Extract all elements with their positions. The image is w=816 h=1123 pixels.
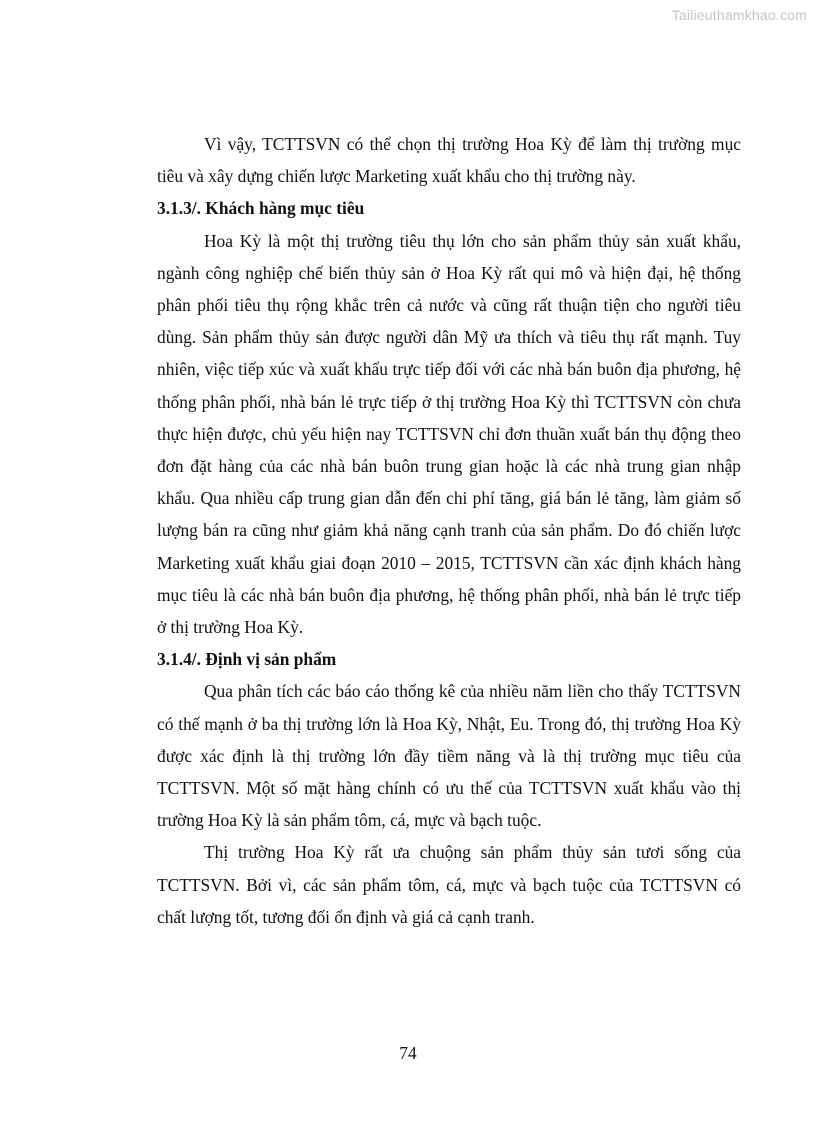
page-number: 74 bbox=[399, 1043, 417, 1063]
paragraph-positioning-preference: Thị trường Hoa Kỳ rất ưa chuộng sản phẩm thủy sản tươi sống của TCTTSVN. Bởi vì, các sản phẩm tôm, cá, mực và bạch tuộc của TCTTSVN có chất lượng tốt, tương đối ổn định và giá cả cạnh tranh. bbox=[157, 842, 741, 927]
watermark-text: Tailieuthamkhao.com bbox=[671, 7, 807, 23]
section-heading-product-positioning: 3.1.4/. Định vị sản phẩm bbox=[157, 649, 337, 670]
paragraph-intro: Vì vậy, TCTTSVN có thể chọn thị trường Hoa Kỳ để làm thị trường mục tiêu và xây dựng chiến lược Marketing xuất khẩu cho thị trường này. bbox=[157, 134, 741, 187]
document-body bbox=[157, 128, 741, 933]
paragraph-positioning-analysis: Qua phân tích các báo cáo thống kê của nhiều năm liền cho thấy TCTTSVN có thế mạnh ở ba thị trường lớn là Hoa Kỳ, Nhật, Eu. Trong đó, thị trường Hoa Kỳ được xác định là thị trường lớn đầy tiềm năng và là thị trường mục tiêu của TCTTSVN. Một số mặt hàng chính có ưu thế của TCTTSVN xuất khẩu vào thị trường Hoa Kỳ là sản phẩm tôm, cá, mực và bạch tuộc. bbox=[157, 681, 741, 831]
paragraph-target-customers: Hoa Kỳ là một thị trường tiêu thụ lớn cho sản phẩm thủy sản xuất khẩu, ngành công nghiệp chế biến thủy sản ở Hoa Kỳ rất qui mô và hiện đại, hệ thống phân phối tiêu thụ rộng khắc trên cả nước và cũng rất thuận tiện cho người tiêu dùng. Sản phẩm thủy sản được người dân Mỹ ưa thích và tiêu thụ rất mạnh. Tuy nhiên, việc tiếp xúc và xuất khẩu trực tiếp đối với các nhà bán buôn địa phương, hệ thống phân phối, nhà bán lẻ trực tiếp ở thị trường Hoa Kỳ thì TCTTSVN còn chưa thực hiện được, chủ yếu hiện nay TCTTSVN chỉ đơn thuần xuất bán thụ động theo đơn đặt hàng của các nhà bán buôn trung gian hoặc là các nhà trung gian nhập khẩu. Qua nhiều cấp trung gian dẫn đến chi phí tăng, giá bán lẻ tăng, làm giảm số lượng bán ra cũng như giảm khả năng cạnh tranh của sản phẩm. Do đó chiến lược Marketing xuất khẩu giai đoạn 2010 – 2015, TCTTSVN cần xác định khách hàng mục tiêu là các nhà bán buôn địa phương, hệ thống phân phối, nhà bán lẻ trực tiếp ở thị trường Hoa Kỳ. bbox=[157, 230, 741, 638]
section-heading-target-customers: 3.1.3/. Khách hàng mục tiêu bbox=[157, 198, 365, 219]
